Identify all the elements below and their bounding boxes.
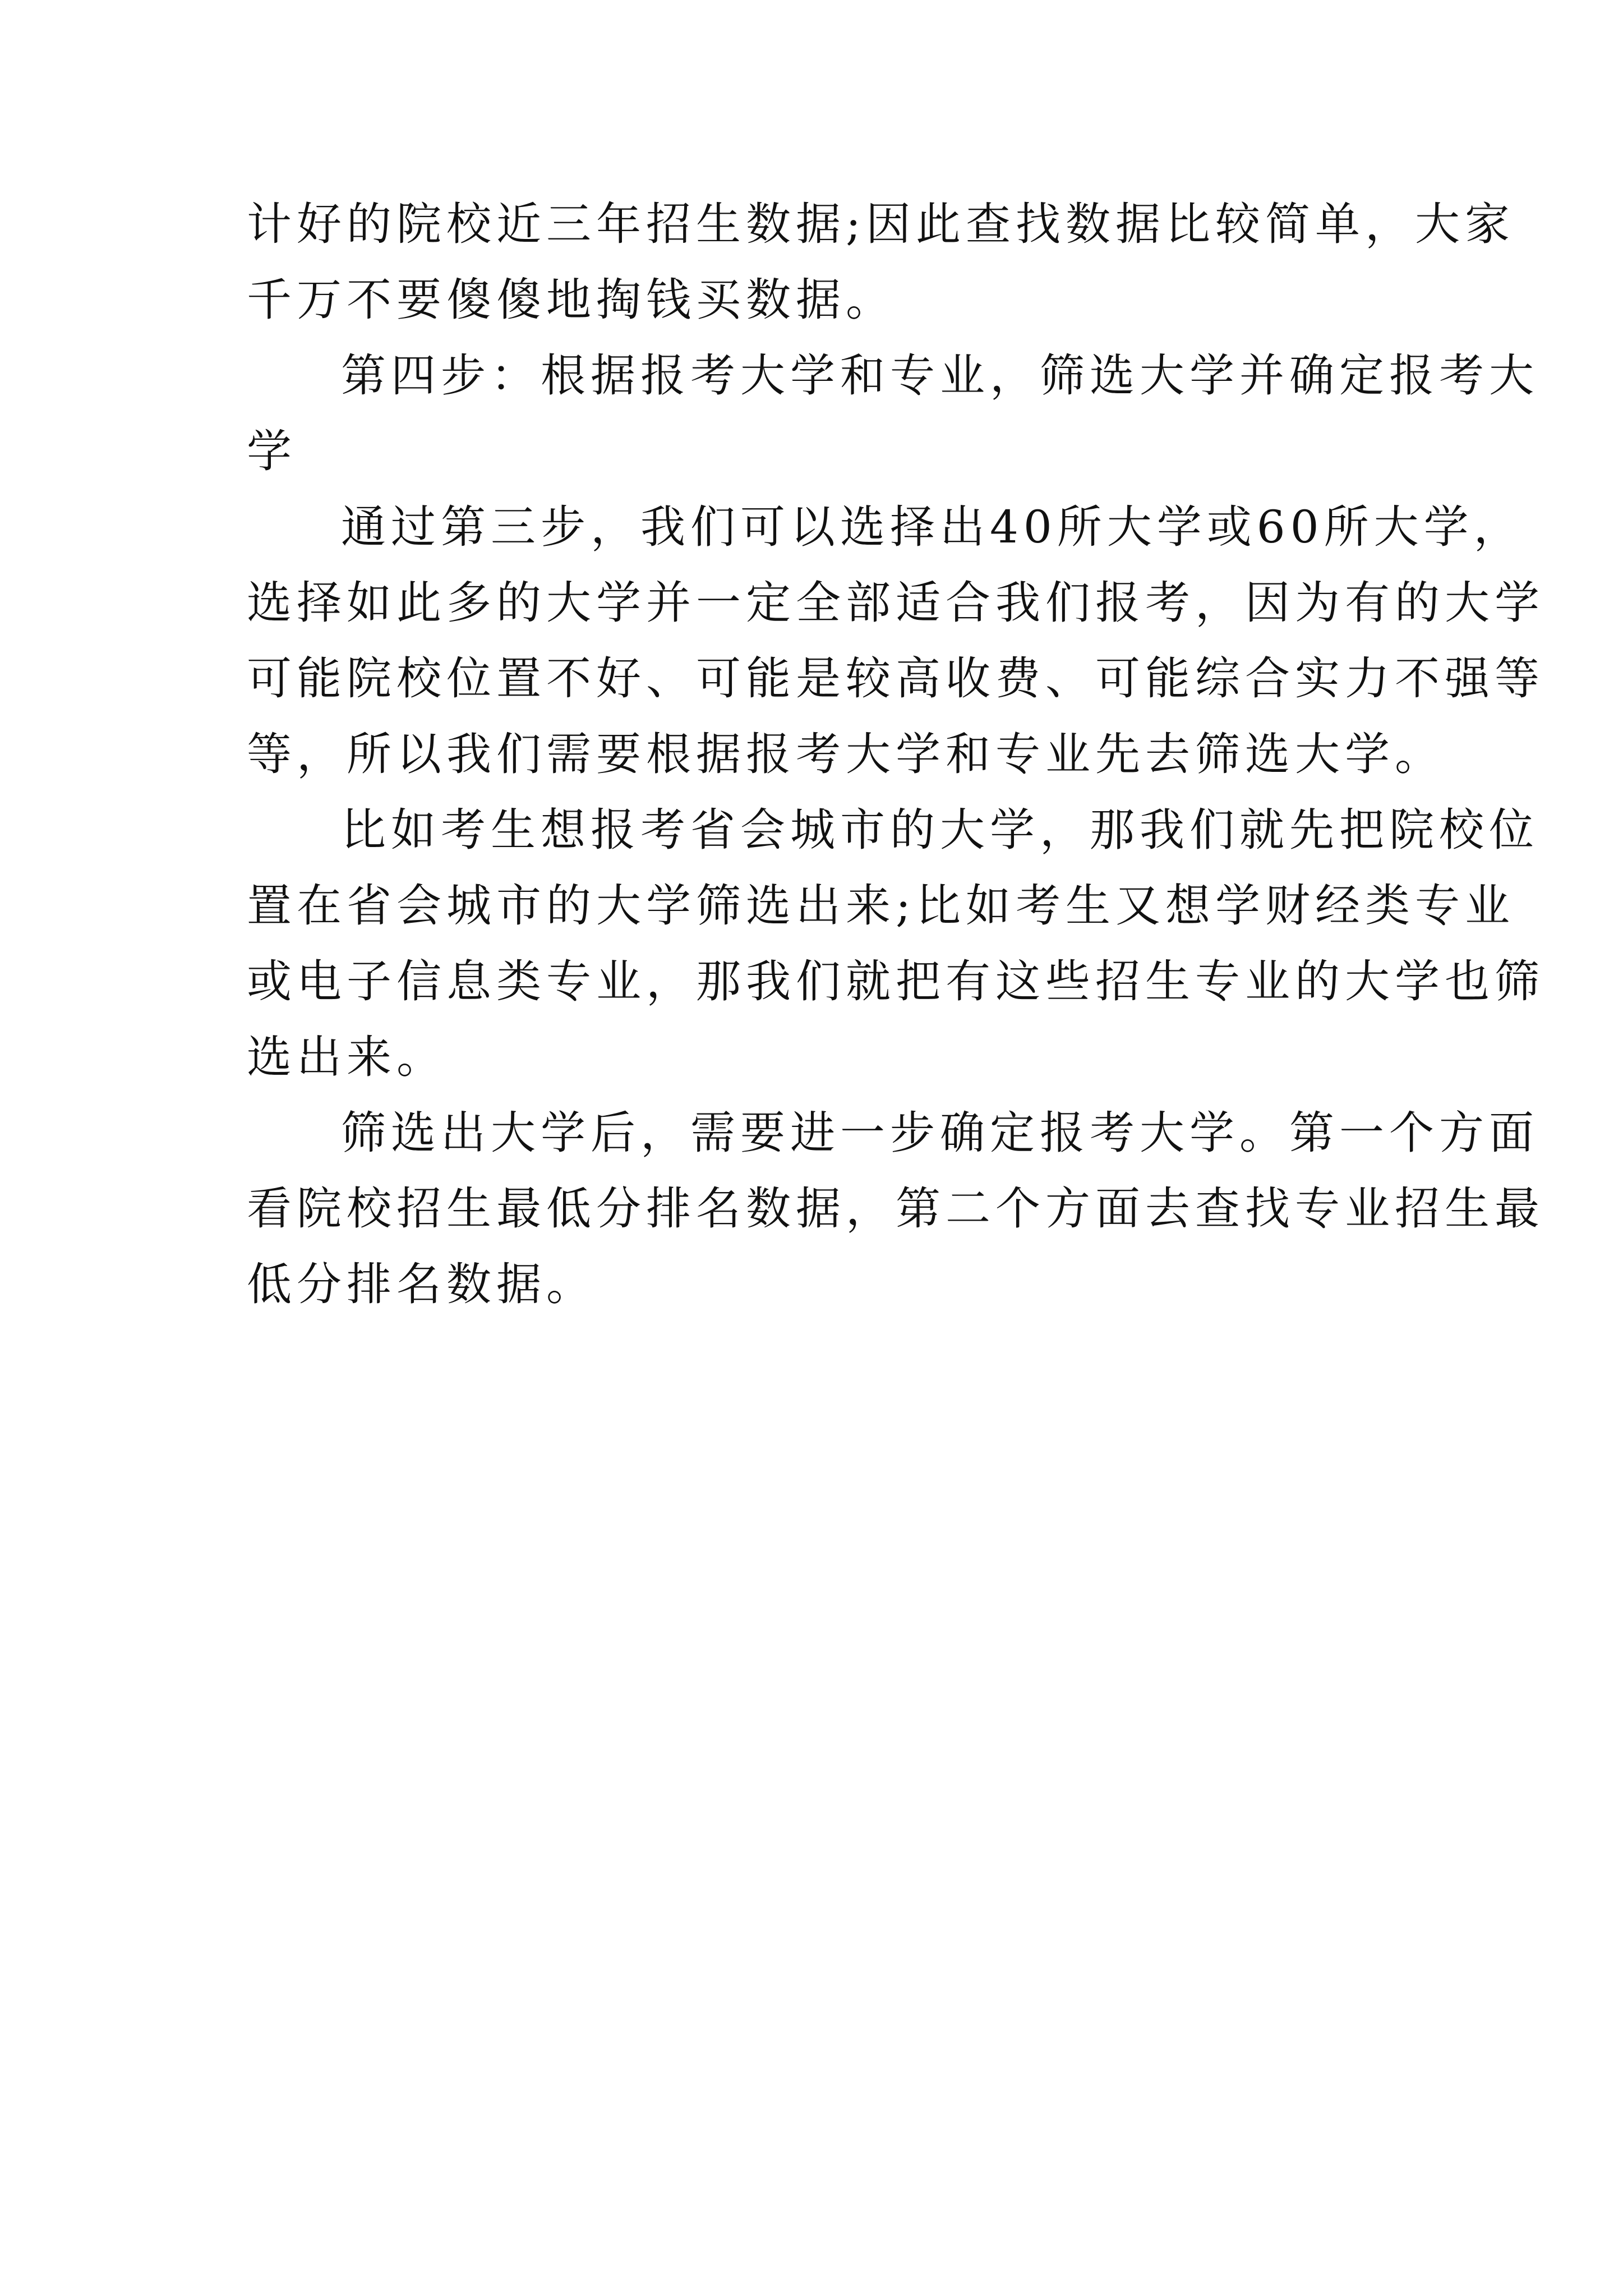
paragraph-continued-data-source [247,198,1515,326]
text-line: 比如考生想报考省会城市的大学，那我们就先把院校位 [341,804,1539,856]
text-line: 通过第三步，我们可以选择出40所大学或60所大学， [341,501,1524,553]
text-line: 计好的院校近三年招生数据;因此查找数据比较简单，大家 [247,198,1515,250]
paragraph-filter-universities [247,501,1544,780]
document-body [247,198,1544,1338]
text-line: 筛选出大学后，需要进一步确定报考大学。第一个方面 [341,1107,1539,1159]
text-line: 选出来。 [247,1031,446,1083]
text-line: 看院校招生最低分排名数据，第二个方面去查找专业招生最 [247,1182,1544,1235]
paragraph-example [247,804,1544,1083]
text-line: 置在省会城市的大学筛选出来;比如考生又想学财经类专业 [247,880,1515,932]
text-line: 或电子信息类专业，那我们就把有这些招生专业的大学也筛 [247,955,1544,1007]
text-line: 等，所以我们需要根据报考大学和专业先去筛选大学。 [247,728,1445,780]
paragraph-confirm-universities [247,1107,1544,1310]
text-line: 学 [247,425,297,477]
text-line: 可能院校位置不好、可能是较高收费、可能综合实力不强等 [247,652,1544,705]
text-line: 千万不要傻傻地掏钱买数据。 [247,274,896,326]
text-line: 第四步：根据报考大学和专业，筛选大学并确定报考大 [341,349,1539,402]
text-line: 选择如此多的大学并一定全部适合我们报考，因为有的大学 [247,577,1544,629]
text-line: 低分排名数据。 [247,1258,596,1310]
step-four-heading [247,349,1539,477]
